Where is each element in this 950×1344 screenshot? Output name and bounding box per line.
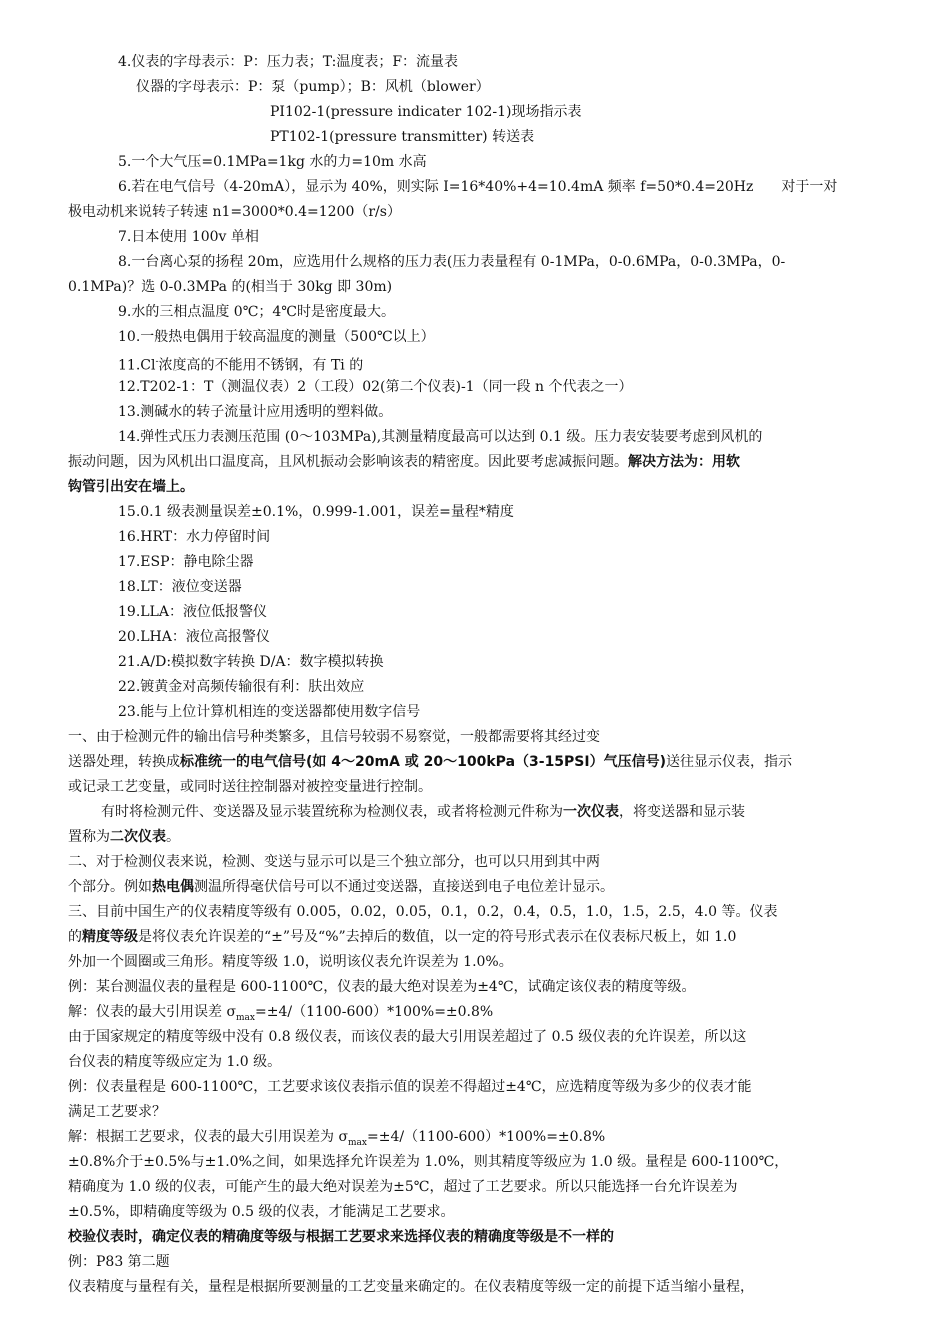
text: 16.HRT：水力停留时间 [118, 529, 271, 545]
text: 4.仪表的字母表示：P：压力表；T:温度表；F：流量表 [118, 54, 459, 70]
text: 7.日本使用 100v 单相 [118, 229, 259, 245]
text: 外加一个圆圈或三角形。精度等级 1.0，说明该仪表允许误差为 1.0%。 [68, 954, 513, 970]
text: 0.1MPa)？选 0-0.3MPa 的(相当于 30kg 即 30m) [68, 279, 393, 295]
bold-text: 钩管引出安在墙上。 [68, 479, 194, 495]
text: 置称为 [68, 829, 110, 845]
item-10-line [118, 325, 950, 350]
item-13-line [118, 400, 950, 425]
text: 例：P83 第二题 [68, 1254, 170, 1270]
text: 15.0.1 级表测量误差±0.1%，0.999-1.001，误差=量程*精度 [118, 504, 514, 520]
text: 11.Cl [118, 357, 156, 374]
item-16-line [118, 525, 950, 550]
calibration-note [68, 1225, 913, 1250]
item-12-line [118, 375, 950, 400]
example-p83 [68, 1250, 913, 1275]
text: 12.T202-1：T（测温仪表）2（工段）02(第二个仪表)-1（同一段 n 个代表之一） [118, 379, 633, 395]
item-6-continuation [68, 200, 913, 225]
text: =±4/（1100-600）*100%=±0.8% [367, 1129, 606, 1145]
text: 有时将检测元件、变送器及显示装置统称为检测仪表，或者将检测元件称为 [101, 804, 563, 820]
bold-text: 标准统一的电气信号(如 4～20mA 或 20～100kPa（3-15PSI）气压信号) [180, 754, 666, 770]
section-2-line [68, 850, 913, 875]
bold-text: 校验仪表时，确定仪表的精确度等级与根据工艺要求来选择仪表的精确度等级是不一样的 [68, 1229, 614, 1245]
text: PI102-1(pressure indicater 102-1)现场指示表 [270, 104, 582, 120]
bold-text: 热电偶 [152, 879, 194, 895]
item-21-line [118, 650, 950, 675]
text: 5.一个大气压=0.1MPa=1kg 水的力=10m 水高 [118, 154, 427, 170]
text: 送器处理，转换成 [68, 754, 180, 770]
text: 10.一般热电偶用于较高温度的测量（500℃以上） [118, 329, 435, 345]
text: 13.测碱水的转子流量计应用透明的塑料做。 [118, 404, 393, 420]
text: 的 [68, 929, 82, 945]
example-1-reasoning [68, 1025, 913, 1050]
item-17-line [118, 550, 950, 575]
text: 8.一台离心泵的扬程 20m，应选用什么规格的压力表(压力表量程有 0-1MPa，0-0.6MPa，0-0.3MPa，0- [118, 254, 786, 270]
text: 20.LHA：液位高报警仪 [118, 629, 270, 645]
text: 仪表精度与量程有关，量程是根据所要测量的工艺变量来确定的。在仪表精度等级一定的前提下适当缩小量程， [68, 1279, 754, 1295]
section-1-line [68, 725, 913, 750]
text: 21.A/D:模拟数字转换 D/A：数字模拟转换 [118, 654, 384, 670]
text: 仪器的字母表示：P：泵（pump）；B：风机（blower） [136, 79, 490, 95]
text: 送往显示仪表，指示 [666, 754, 792, 770]
text: 。 [166, 829, 180, 845]
section-3-continuation [68, 950, 913, 975]
example-2-reasoning-continuation [68, 1175, 913, 1200]
item-4-pt-example [270, 125, 950, 150]
item-6-line [118, 175, 950, 200]
item-8-line [118, 250, 950, 275]
item-14-solution [68, 475, 913, 500]
section-1-continuation [68, 775, 913, 800]
item-4-line [118, 50, 950, 75]
item-20-line [118, 625, 950, 650]
example-2-reasoning [68, 1150, 913, 1175]
text: 浓度高的不能用不锈钢，有 Ti 的 [158, 357, 364, 374]
item-4-instrument-letters [136, 75, 950, 100]
text: 台仪表的精度等级应定为 1.0 级。 [68, 1054, 282, 1070]
section-1-signal-line [68, 750, 913, 775]
section-3-line [68, 900, 913, 925]
item-7-line [118, 225, 950, 250]
example-2-question-continuation [68, 1100, 913, 1125]
text: 解：根据工艺要求，仪表的最大引用误差为 σ [68, 1129, 349, 1145]
item-14-line [118, 425, 950, 450]
text: 振动问题，因为风机出口温度高，且风机振动会影响该表的精密度。因此要考虑减振问题。 [68, 454, 628, 470]
section-2-continuation [68, 875, 913, 900]
text: ，将变送器和显示装 [619, 804, 745, 820]
item-4-pi-example [270, 100, 950, 125]
bold-text: 解决方法为：用软 [628, 454, 740, 470]
text: PT102-1(pressure transmitter) 转送表 [270, 129, 535, 145]
item-22-line [118, 675, 950, 700]
item-9-line [118, 300, 950, 325]
text: 例：仪表量程是 600-1100℃，工艺要求该仪表指示值的误差不得超过±4℃，应选精度等级为多少的仪表才能 [68, 1079, 752, 1095]
text: 是将仪表允许误差的“±”号及“%”去掉后的数值，以一定的符号形式表示在仪表标尺板上，如 1.0 [138, 929, 737, 945]
item-11-line: 11.Cl-浓度高的不能用不锈钢，有 Ti 的 [118, 357, 364, 374]
example-2-solution [68, 1125, 913, 1150]
text: 个部分。例如 [68, 879, 152, 895]
text: 二、对于检测仪表来说，检测、变送与显示可以是三个独立部分，也可以只用到其中两 [68, 854, 600, 870]
example-1-conclusion [68, 1050, 913, 1075]
text: 18.LT：液位变送器 [118, 579, 242, 595]
bold-text: 二次仪表 [110, 829, 166, 845]
text: 测温所得毫伏信号可以不通过变送器，直接送到电子电位差计显示。 [194, 879, 614, 895]
item-23-line [118, 700, 950, 725]
section-3-precision-line [68, 925, 913, 950]
text: 或记录工艺变量，或同时送往控制器对被控变量进行控制。 [68, 779, 432, 795]
range-note [68, 1275, 913, 1300]
text: 极电动机来说转子转速 n1=3000*0.4=1200（r/s） [68, 204, 401, 220]
subscript: max [348, 1137, 367, 1148]
item-15-line [118, 500, 950, 525]
text: 精确度为 1.0 级的仪表，可能产生的最大绝对误差为±5℃，超过了工艺要求。所以只能选择一台允许误差为 [68, 1179, 738, 1195]
text: 19.LLA：液位低报警仪 [118, 604, 267, 620]
text: 6.若在电气信号（4-20mA），显示为 40%，则实际 I=16*40%+4=10.4mA 频率 f=50*0.4=20Hz 对于一对 [118, 179, 838, 195]
example-2-question [68, 1075, 913, 1100]
item-5-line [118, 150, 950, 175]
subscript: max [236, 1012, 255, 1023]
text: 17.ESP：静电除尘器 [118, 554, 254, 570]
instrument-definition-line [101, 800, 946, 825]
text: 22.镀黄金对高频传输很有利：肤出效应 [118, 679, 365, 695]
example-1-solution [68, 1000, 913, 1025]
text: =±4/（1100-600）*100%=±0.8% [255, 1004, 494, 1020]
example-2-conclusion [68, 1200, 913, 1225]
text: 三、目前中国生产的仪表精度等级有 0.005，0.02，0.05，0.1，0.2，0.4，0.5，1.0，1.5，2.5，4.0 等。仪表 [68, 904, 778, 920]
text: 例：某台测温仪表的量程是 600-1100℃，仪表的最大绝对误差为±4℃，试确定该仪表的精度等级。 [68, 979, 696, 995]
item-14-continuation [68, 450, 913, 475]
text: 14.弹性式压力表测压范围 (0～103MPa),其测量精度最高可以达到 0.1 级。压力表安装要考虑到风机的 [118, 429, 763, 445]
item-18-line [118, 575, 950, 600]
example-1-question [68, 975, 913, 1000]
instrument-definition-continuation [68, 825, 913, 850]
text: 由于国家规定的精度等级中没有 0.8 级仪表，而该仪表的最大引用误差超过了 0.5 级仪表的允许误差，所以这 [68, 1029, 747, 1045]
text: 23.能与上位计算机相连的变送器都使用数字信号 [118, 704, 421, 720]
bold-text: 一次仪表 [563, 804, 619, 820]
text: ±0.5%，即精确度等级为 0.5 级的仪表，才能满足工艺要求。 [68, 1204, 455, 1220]
text: 一、由于检测元件的输出信号种类繁多，且信号较弱不易察觉，一般都需要将其经过变 [68, 729, 600, 745]
text: 满足工艺要求？ [68, 1104, 166, 1120]
text: ±0.8%介于±0.5%与±1.0%之间，如果选择允许误差为 1.0%，则其精度等级应为 1.0 级。量程是 600-1100℃， [68, 1154, 789, 1170]
text: 解：仪表的最大引用误差 σ [68, 1004, 237, 1020]
text: 9.水的三相点温度 0℃；4℃时是密度最大。 [118, 304, 395, 320]
item-8-continuation [68, 275, 913, 300]
bold-text: 精度等级 [82, 929, 138, 945]
item-19-line [118, 600, 950, 625]
